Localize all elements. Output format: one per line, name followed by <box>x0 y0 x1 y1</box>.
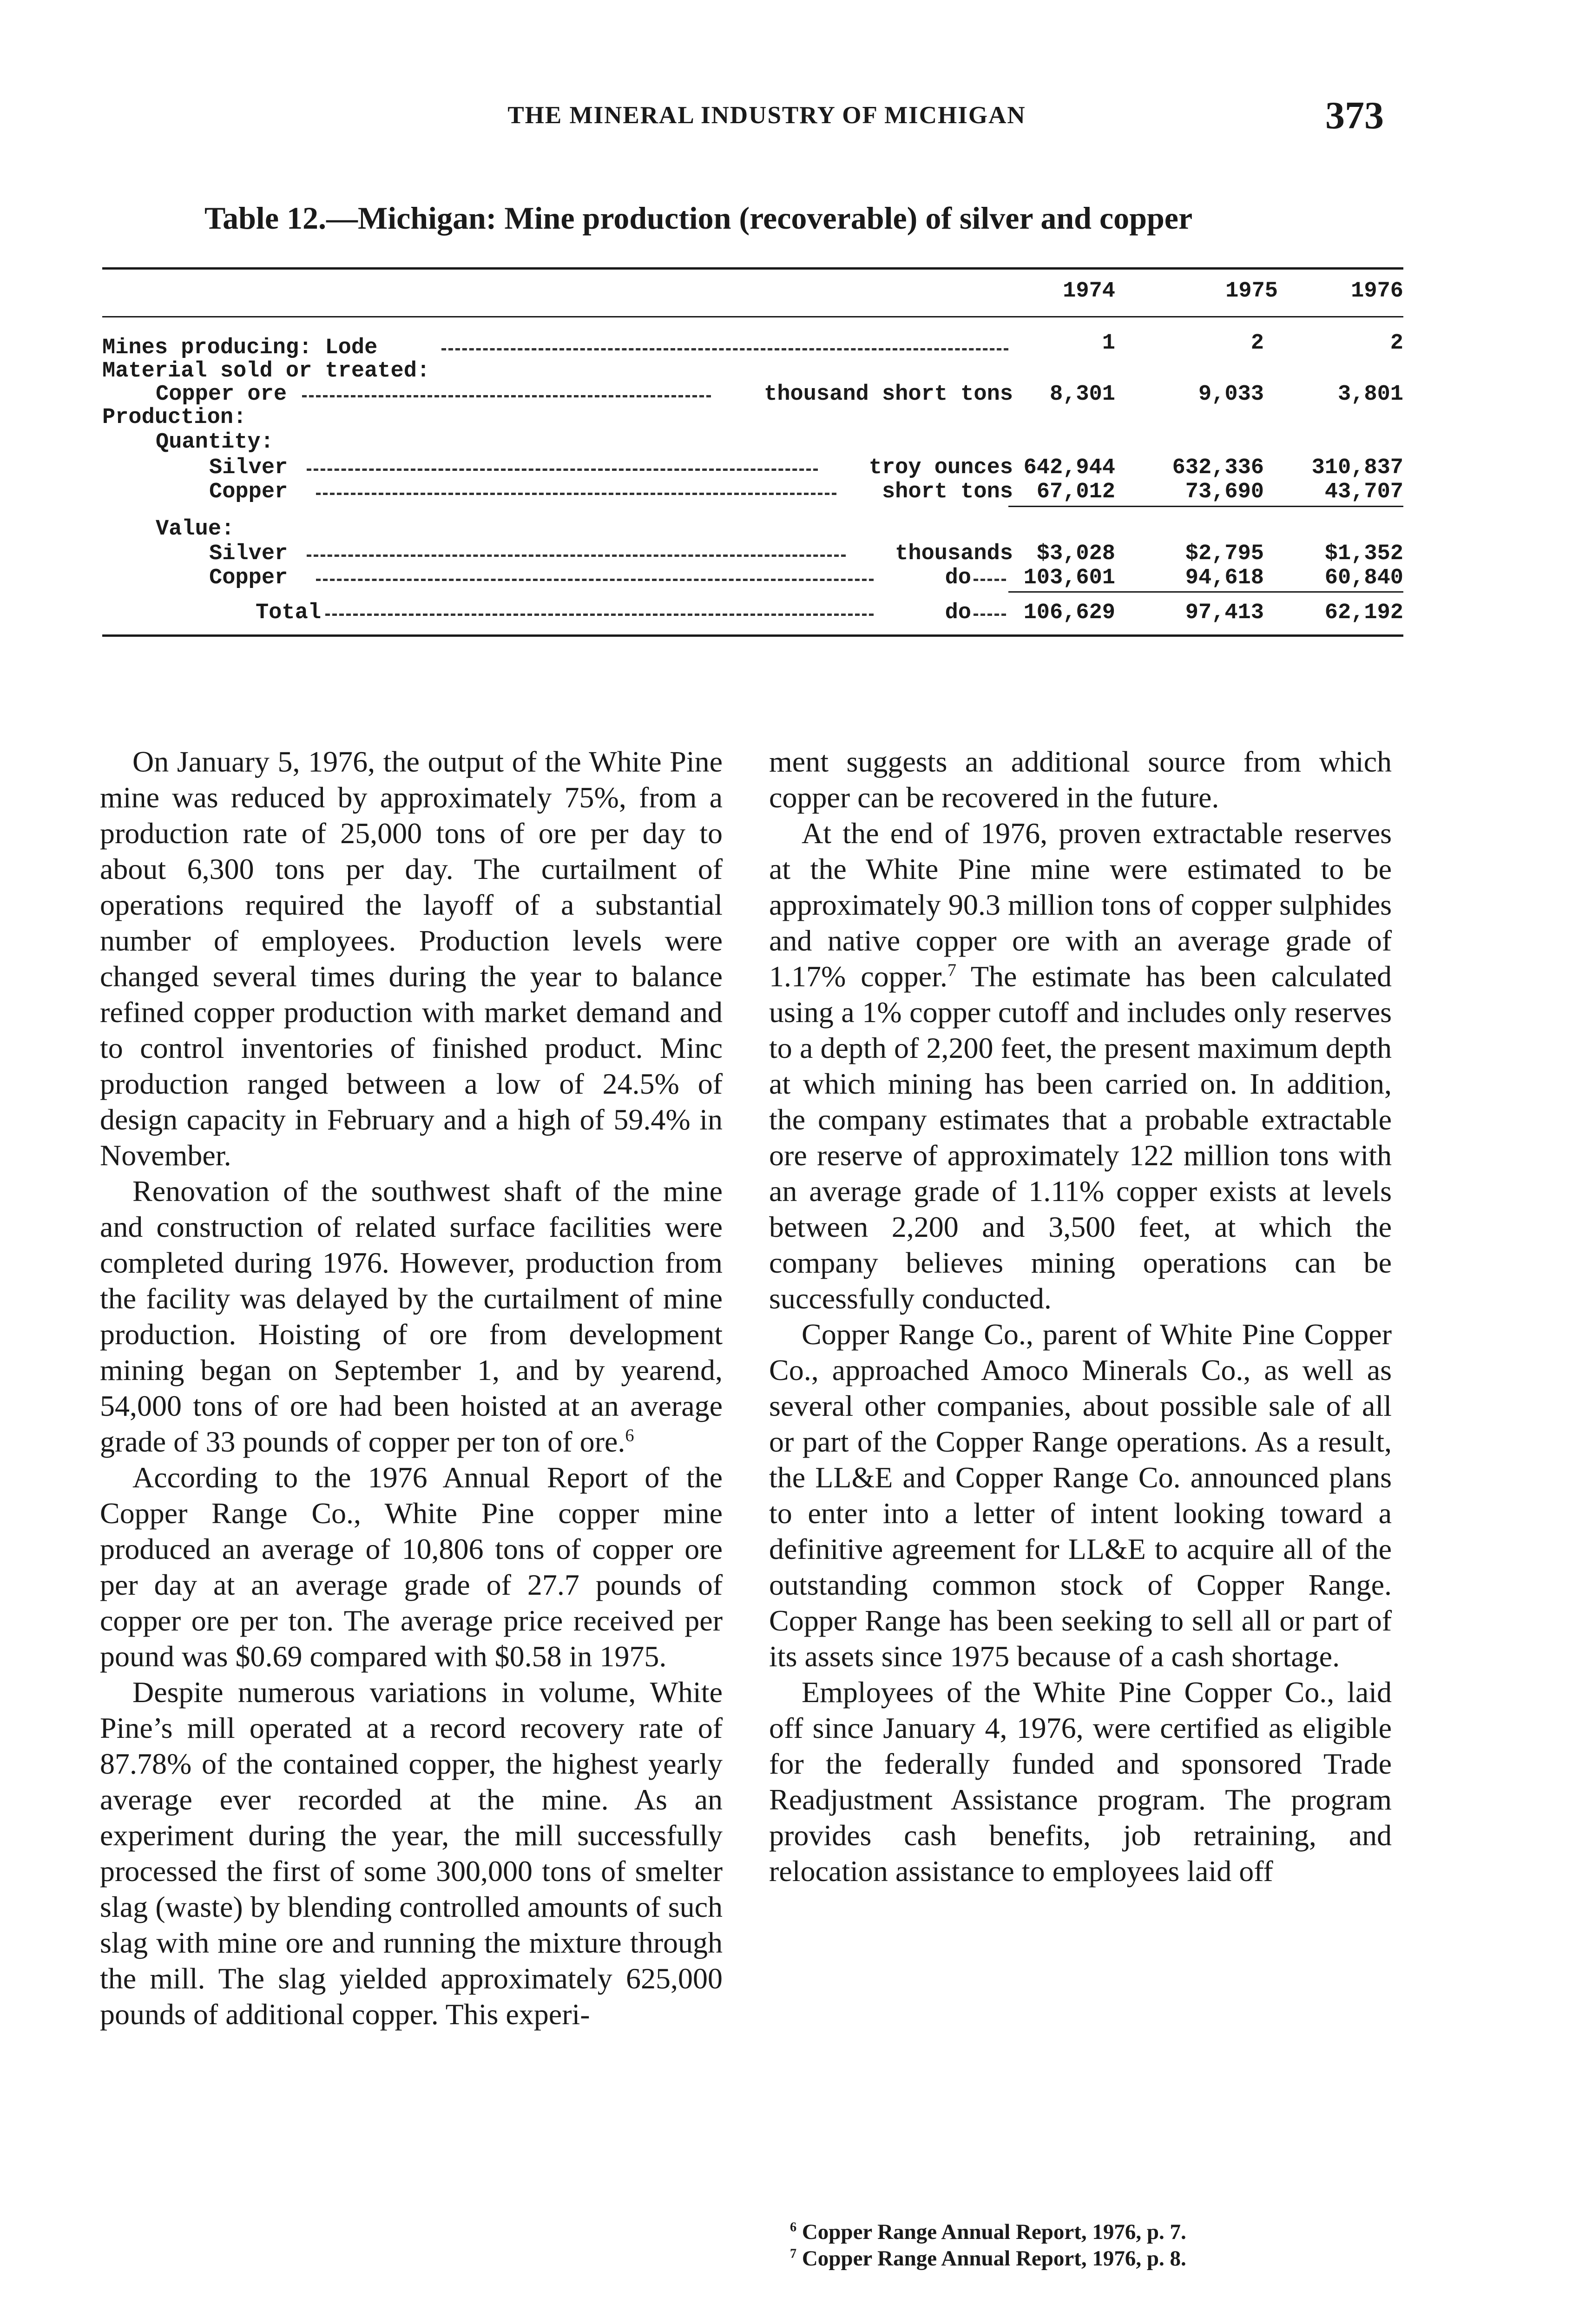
table-bottom-rule <box>102 634 1403 637</box>
dot-leader <box>441 346 1008 350</box>
row-unit: troy ounces <box>868 456 1013 480</box>
cell-value: $3,028 <box>1036 541 1115 566</box>
running-header: THE MINERAL INDUSTRY OF MICHIGAN <box>507 102 1026 129</box>
cell-value: $1,352 <box>1324 541 1403 566</box>
dot-leader <box>302 393 711 397</box>
col-head-1974: 1974 <box>1063 279 1115 304</box>
cell-value: 2 <box>1390 331 1403 356</box>
cell-value: 73,690 <box>1185 480 1264 504</box>
right-column <box>769 744 1392 1889</box>
cell-value: 67,012 <box>1036 480 1115 504</box>
col-head-1976: 1976 <box>1351 279 1403 304</box>
row-unit: thousands <box>895 541 1013 566</box>
cell-value: 632,336 <box>1172 456 1264 480</box>
cell-value: 2 <box>1250 331 1264 356</box>
dot-leader <box>316 576 874 581</box>
cell-value: 60,840 <box>1324 566 1403 590</box>
cell-value: 97,413 <box>1185 601 1264 625</box>
row-label: Silver <box>209 541 288 566</box>
footnote-ref: 6 <box>625 1426 634 1446</box>
table-title: Table 12.—Michigan: Mine production (recoverable) of silver and copper <box>204 200 1193 236</box>
paragraph: Copper Range Co., parent of White Pine Copper Co., approached Amoco Minerals Co., as well as several other companies, about possible sale of all or part of the Copper Range operations. As a result, the LL&E and Copper Range Co. announced plans to enter into a letter of intent looking toward a definitive agreement for LL&E to acquire all of the outstanding common stock of Copper Range. Copper Range has been seeking to sell all or part of its assets since 1975 because of a cash shortage. <box>769 1318 1392 1673</box>
left-column <box>100 744 723 2032</box>
total-rule <box>1008 591 1403 593</box>
cell-value: 1 <box>1102 331 1115 356</box>
cell-value: 9,033 <box>1198 382 1264 407</box>
row-heading: Quantity: <box>156 430 274 455</box>
footnote: $^7$ Copper Range Annual Report, 1976, p. 8. <box>790 2246 1186 2271</box>
row-unit: short tons <box>882 480 1013 504</box>
paragraph: On January 5, 1976, the output of the White Pine mine was reduced by approximately 75%, from a production rate of 25,000 tons of ore per day to about 6,300 tons per day. The curtailment of operations required the layoff of a substantial number of employees. Production levels were changed several times during the year to balance refined copper production with market demand and to control inventories of finished product. Minc production ranged between a low of 24.5% of design capacity in February and a high of 59.4% in November. <box>100 745 723 1172</box>
row-unit: do <box>945 601 971 625</box>
footnote: $^6$ Copper Range Annual Report, 1976, p. 7. <box>790 2220 1186 2244</box>
paragraph: At the end of 1976, proven extractable reserves at the White Pine mine were estimated to be approximately 90.3 million tons of copper sulphides and native copper ore with an average grade of 1.17% copper.$^7$ The estimate has been calculated using a 1% copper cutoff and includes only reserves to a depth of 2,200 feet, the present maximum depth at which mining has been carried on. In addition, the company estimates that a probable extractable ore reserve of approximately 122 million tons with an average grade of 1.11% copper exists at levels between 2,200 and 3,500 feet, at which the company believes mining operations can be successfully conducted. <box>769 817 1392 1315</box>
cell-value: 8,301 <box>1049 382 1115 407</box>
cell-value: 106,629 <box>1023 601 1115 625</box>
cell-value: 94,618 <box>1185 566 1264 590</box>
row-label: Copper <box>209 480 288 504</box>
footnote-ref: 7 <box>947 960 957 980</box>
cell-value: 642,944 <box>1023 456 1115 480</box>
cell-value: 103,601 <box>1023 566 1115 590</box>
row-label: Mines producing: Lode <box>102 336 378 360</box>
cell-value: 3,801 <box>1337 382 1403 407</box>
dot-leader <box>307 552 846 557</box>
row-heading: Value: <box>156 517 235 541</box>
cell-value: 62,192 <box>1324 601 1403 625</box>
subtotal-rule <box>1008 506 1403 507</box>
row-label: Copper <box>209 566 288 590</box>
row-heading: Production: <box>102 405 247 430</box>
dot-leader <box>307 466 818 471</box>
row-label: Copper ore <box>156 382 287 407</box>
page-number: 373 <box>1325 94 1384 137</box>
cell-value: 310,837 <box>1311 456 1403 480</box>
cell-value: $2,795 <box>1185 541 1264 566</box>
paragraph: Despite numerous variations in volume, White Pine’s mill operated at a record recovery rate of 87.78% of the contained copper, the highest yearly average ever recorded at the mine. As an experiment during the year, the mill successfully processed the first of some 300,000 tons of smelter slag (waste) by blending controlled amounts of such slag with mine ore and running the mixture through the mill. The slag yielded approximately 625,000 pounds of additional copper. This experi- <box>100 1676 723 2031</box>
row-label: Total <box>256 601 322 625</box>
row-unit: thousand short tons <box>764 382 1013 407</box>
table-head-rule <box>102 316 1403 317</box>
paragraph: Employees of the White Pine Copper Co., laid off since January 4, 1976, were certified as eligible for the federally funded and sponsored Trade Readjustment Assistance program. The program provides cash benefits, job retraining, and relocation assistance to employees laid off <box>769 1676 1392 1888</box>
cell-value: 43,707 <box>1324 480 1403 504</box>
dot-leader <box>325 611 874 616</box>
paragraph: According to the 1976 Annual Report of the Copper Range Co., White Pine copper mine produced an average of 10,806 tons of copper ore per day at an average grade of 27.7 pounds of copper ore per ton. The average price received per pound was $0.69 compared with $0.58 in 1975. <box>100 1461 723 1673</box>
paragraph: ment suggests an additional source from which copper can be recovered in the future. <box>769 745 1392 814</box>
table-top-rule <box>102 267 1403 270</box>
dot-leader <box>316 490 836 495</box>
row-heading: Material sold or treated: <box>102 359 430 383</box>
row-label: Silver <box>209 456 288 480</box>
paragraph: Renovation of the southwest shaft of the mine and construction of related surface facilities were completed during 1976. However, production from the facility was delayed by the curtailment of mine production. Hoisting of ore from development mining began on September 1, and by yearend, 54,000 tons of ore had been hoisted at an average grade of 33 pounds of copper per ton of ore.$^6$ <box>100 1175 723 1458</box>
row-unit: do <box>945 566 971 590</box>
col-head-1975: 1975 <box>1225 279 1278 304</box>
